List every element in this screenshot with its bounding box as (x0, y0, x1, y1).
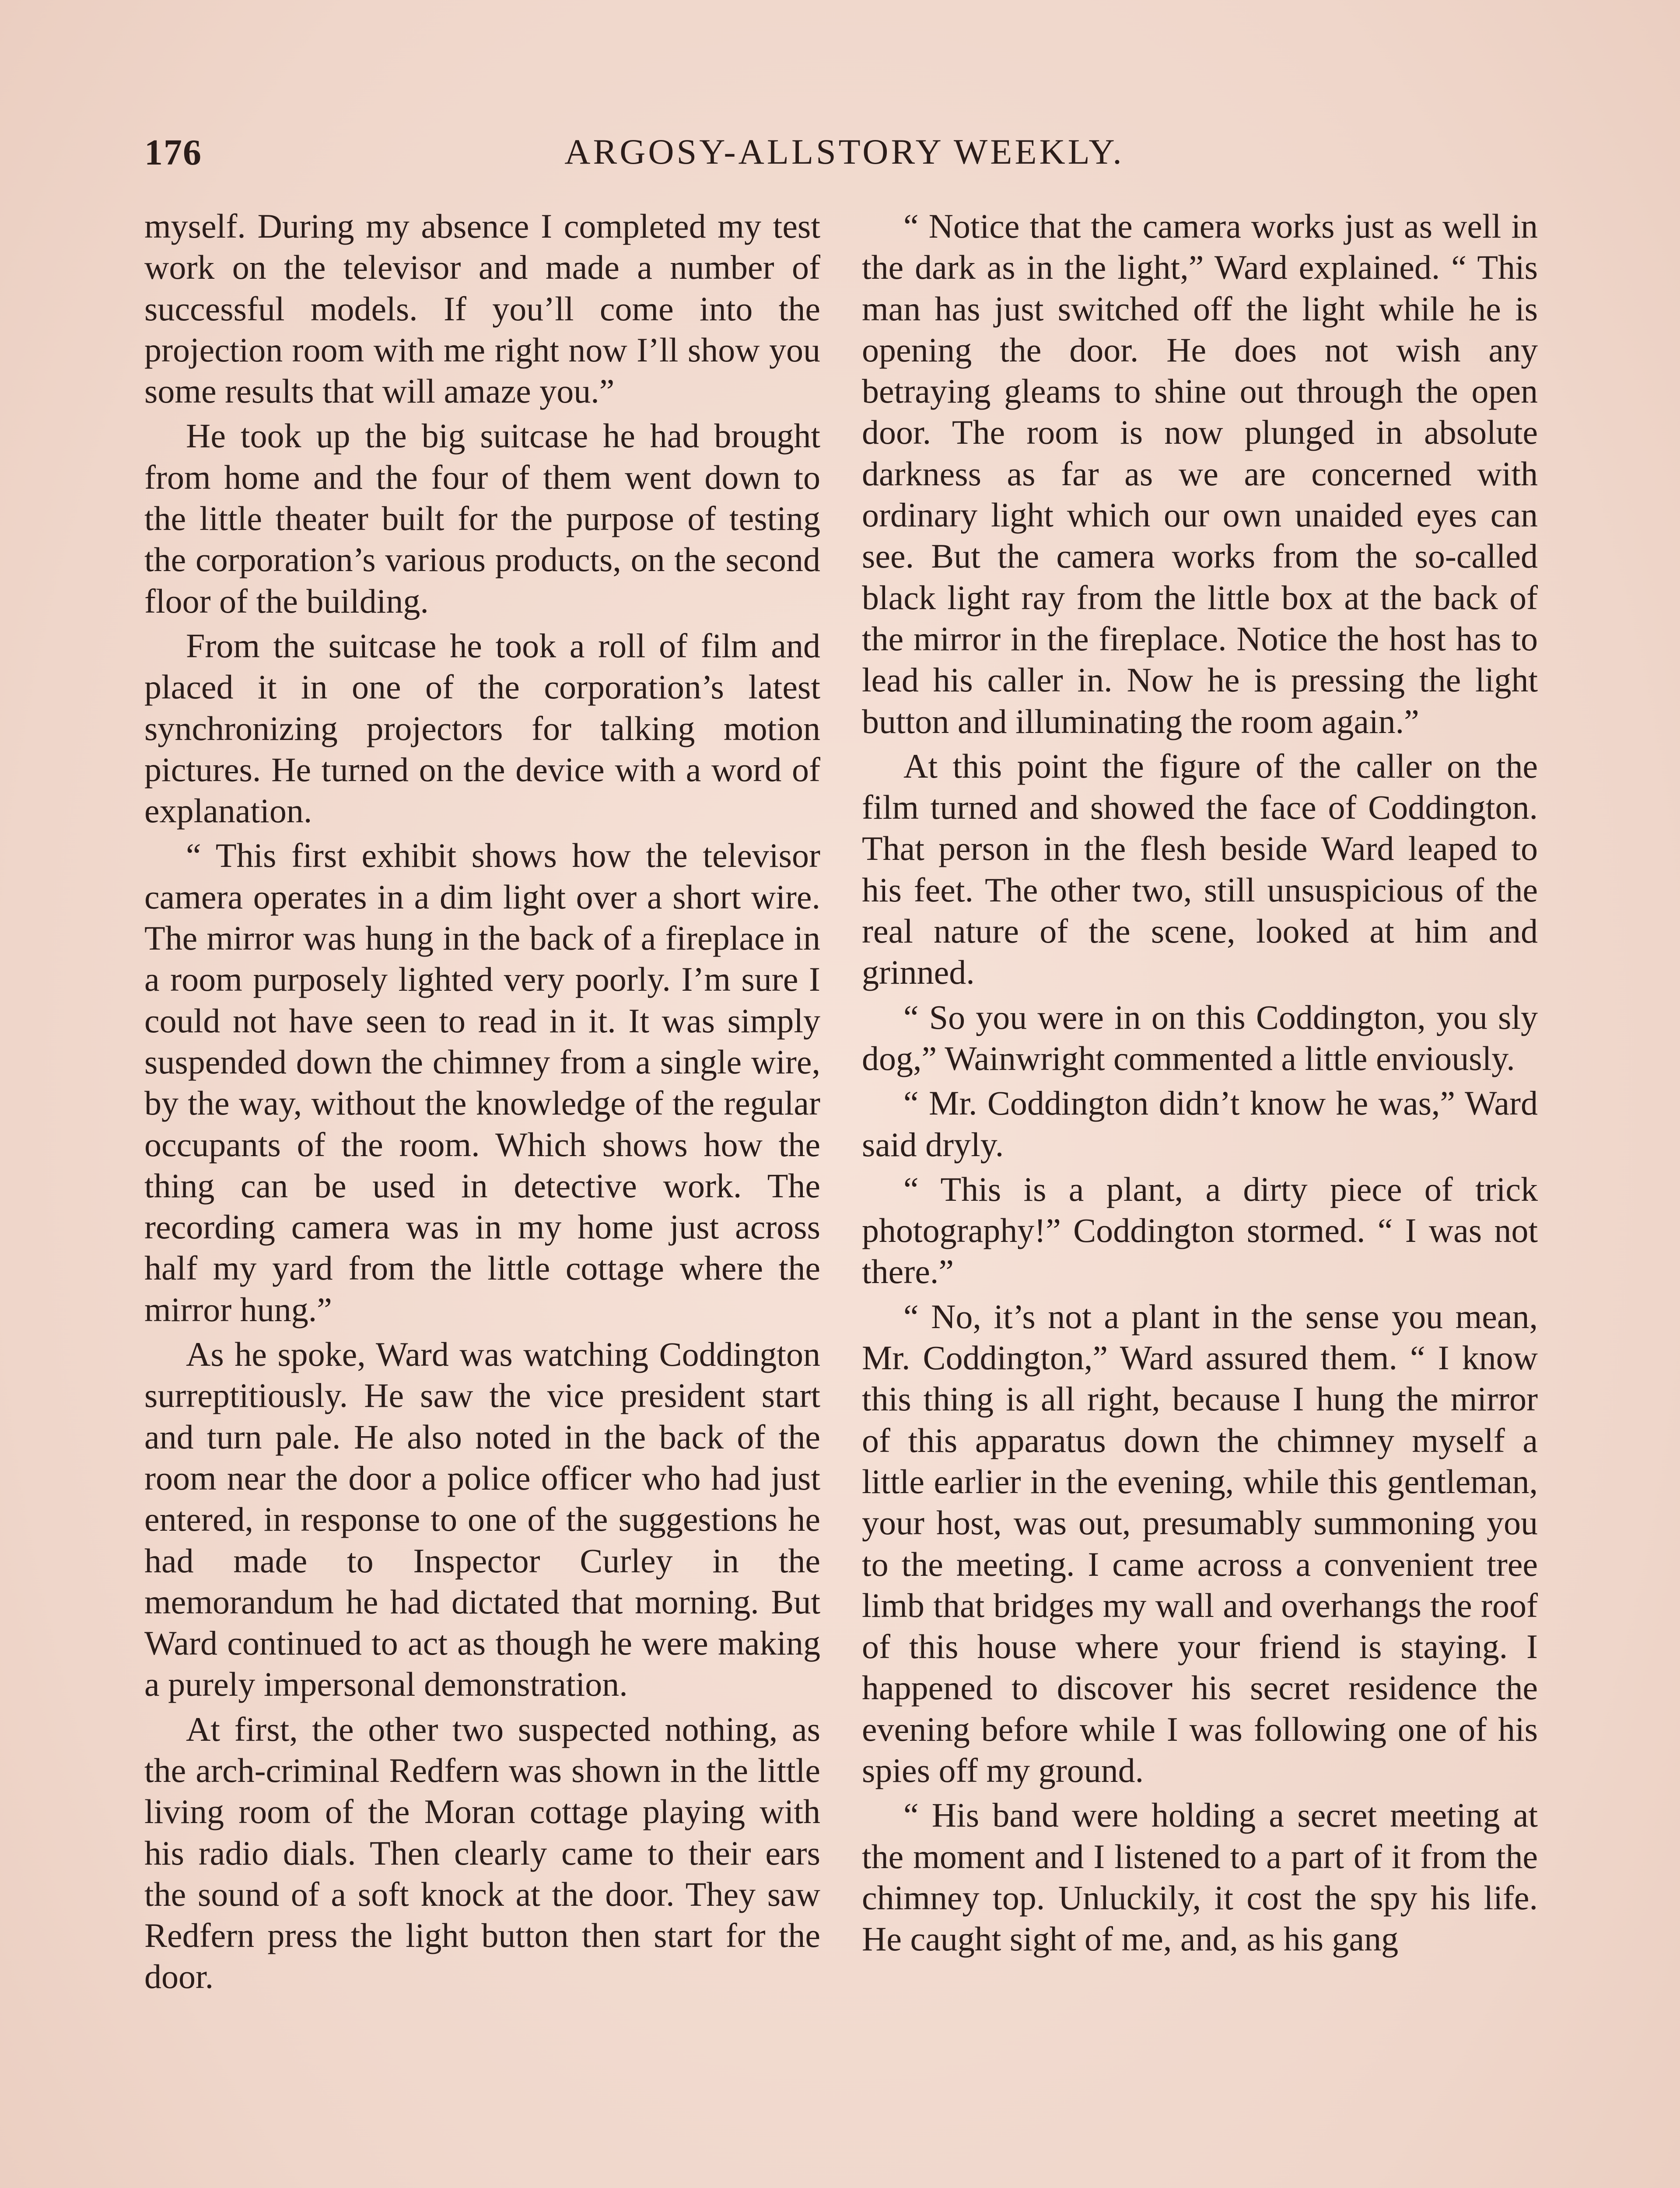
right-column (862, 206, 1538, 1960)
paragraph: At this point the figure of the caller on the film turned and showed the face of Coddington. That person in the flesh beside Ward leaped to his feet. The other two, still unsuspicious of the real nature of the scene, looked at him and grinned. (862, 747, 1538, 992)
paragraph: He took up the big suitcase he had brought from home and the four of them went down to the little theater built for the purpose of testing the corporation’s various products, on the second floor of the building. (144, 417, 820, 620)
left-column (144, 206, 820, 1998)
paragraph: “ This first exhibit shows how the televisor camera operates in a dim light over a short wire. The mirror was hung in the back of a fireplace in a room purposely lighted very poorly. I’m sure I could not have seen to read in it. It was simply suspended down the chimney from a single wire, by the way, without the knowledge of the regular occupants of the room. Which shows how the thing can be used in detective work. The recording camera was in my home just across half my yard from the little cottage where the mirror hung.” (144, 836, 820, 1329)
paragraph: “ So you were in on this Coddington, you sly dog,” Wainwright commented a little enviously. (862, 998, 1538, 1077)
page-header (144, 131, 1544, 188)
paragraph: At first, the other two suspected nothing, as the arch-criminal Redfern was shown in the little living room of the Moran cottage playing with his radio dials. Then clearly came to their ears the sound of a soft knock at the door. They saw Redfern press the light button then start for the door. (144, 1710, 820, 1996)
paragraph: “ His band were holding a secret meeting at the moment and I listened to a part of it from the chimney top. Unluckily, it cost the spy his life. He caught sight of me, and, as his gang (862, 1796, 1538, 1958)
paragraph: “ This is a plant, a dirty piece of trick photography!” Coddington stormed. “ I was not there.” (862, 1170, 1538, 1291)
paragraph: “ Notice that the camera works just as well in the dark as in the light,” Ward explained. “ This man has just switched off the light while he is opening the door. He does not wish any betraying gleams to shine out through the open door. The room is now plunged in absolute darkness as far as we are concerned with ordinary light which our own unaided eyes can see. But the camera works from the so-called black light ray from the little box at the back of the mirror in the fireplace. Notice the host has to lead his caller in. Now he is pressing the light button and illuminating the room again.” (862, 207, 1538, 740)
paragraph: “ Mr. Coddington didn’t know he was,” Ward said dryly. (862, 1084, 1538, 1164)
running-head: ARGOSY-ALLSTORY WEEKLY. (564, 132, 1124, 172)
paragraph: From the suitcase he took a roll of film and placed it in one of the corporation’s latest synchronizing projectors for talking motion pictures. He turned on the device with a word of explanation. (144, 626, 820, 830)
paragraph: As he spoke, Ward was watching Coddington surreptitiously. He saw the vice president start and turn pale. He also noted in the back of the room near the door a police officer who had just entered, in response to one of the suggestions he had made to Inspector Curley in the memorandum he had dictated that morning. But Ward continued to act as though he were making a purely impersonal demonstration. (144, 1335, 820, 1704)
paragraph: “ No, it’s not a plant in the sense you mean, Mr. Coddington,” Ward assured them. “ I know this thing is all right, because I hung the mirror of this apparatus down the chimney myself a little earlier in the evening, while this gentleman, your host, was out, presumably summoning you to the meeting. I came across a convenient tree limb that bridges my wall and overhangs the roof of this house where your friend is staying. I happened to discover his secret residence the evening before while I was following one of his spies off my ground. (862, 1297, 1538, 1789)
paragraph: myself. During my absence I completed my test work on the televisor and made a number of successful models. If you’ll come into the projection room with me right now I’ll show you some results that will amaze you.” (144, 207, 820, 410)
page-number: 176 (144, 132, 202, 173)
